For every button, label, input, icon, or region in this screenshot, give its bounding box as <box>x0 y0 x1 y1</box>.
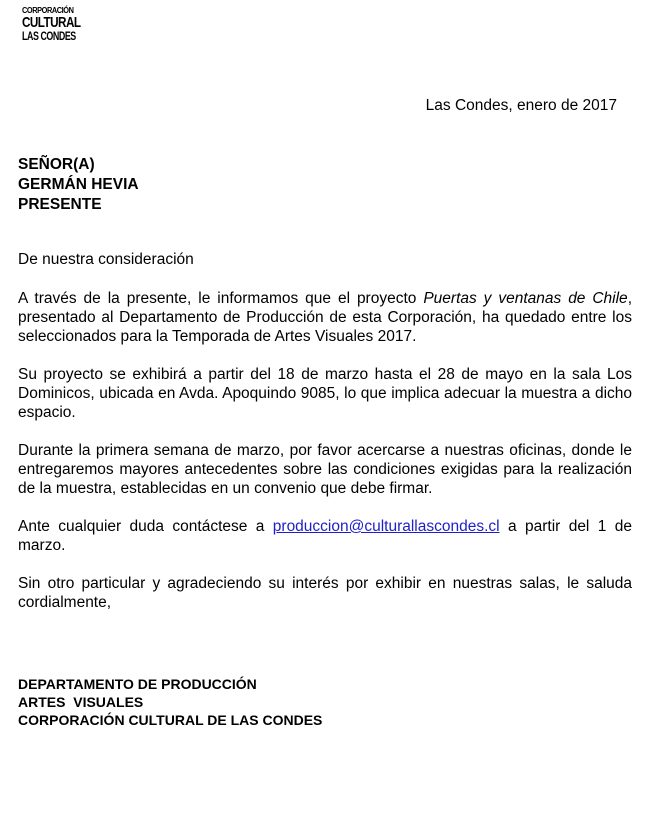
recipient-block <box>18 155 139 215</box>
letter-body <box>18 250 632 631</box>
paragraph-selection <box>18 289 632 346</box>
organization-logo <box>22 6 86 42</box>
project-title: Puertas y ventanas de Chile <box>423 290 628 307</box>
recipient-present: PRESENTE <box>18 196 102 213</box>
paragraph-contact-intro: Ante cualquier duda contáctese a <box>18 518 273 535</box>
recipient-title: SEÑOR(A) <box>18 156 95 173</box>
paragraph-contact-rest: a partir del 1 de marzo. <box>18 518 633 554</box>
contact-email-link[interactable]: produccion@culturallascondes.cl <box>272 518 500 535</box>
signature-organization: CORPORACIÓN CULTURAL DE LAS CONDES <box>18 712 323 728</box>
letter-date: Las Condes, enero de 2017 <box>425 97 617 114</box>
signature-department: DEPARTAMENTO DE PRODUCCIÓN <box>18 676 257 692</box>
salutation: De nuestra consideración <box>18 251 194 268</box>
paragraph-meeting: Durante la primera semana de marzo, por favor acercarse a nuestras oficinas, donde le entregaremos mayores antecedentes sobre las condiciones exigidas para la realización de la muestra, establecidas en un convenio que debe firmar. <box>18 442 632 497</box>
paragraph-contact <box>18 517 632 555</box>
paragraph-closing: Sin otro particular y agradeciendo su interés por exhibir en nuestras salas, le saluda cordialmente, <box>18 575 632 611</box>
recipient-name: GERMÁN HEVIA <box>18 176 139 193</box>
logo-line-3: LAS CONDES <box>22 28 76 43</box>
paragraph-selection-intro: A través de la presente, le informamos que el proyecto <box>18 290 424 307</box>
signature-area: ARTES VISUALES <box>18 694 144 710</box>
logo-line-2: CULTURAL <box>22 13 81 31</box>
paragraph-selection-rest: , presentado al Departamento de Producción de esta Corporación, ha quedado entre los seleccionados para la Temporada de Artes Visuales 2017. <box>18 290 632 345</box>
logo-line-1: CORPORACIÓN <box>22 5 74 15</box>
paragraph-exhibition: Su proyecto se exhibirá a partir del 18 de marzo hasta el 28 de mayo en la sala Los Dominicos, ubicada en Avda. Apoquindo 9085, lo que implica adecuar la muestra a dicho espacio. <box>18 366 632 421</box>
signature-block <box>18 675 322 729</box>
